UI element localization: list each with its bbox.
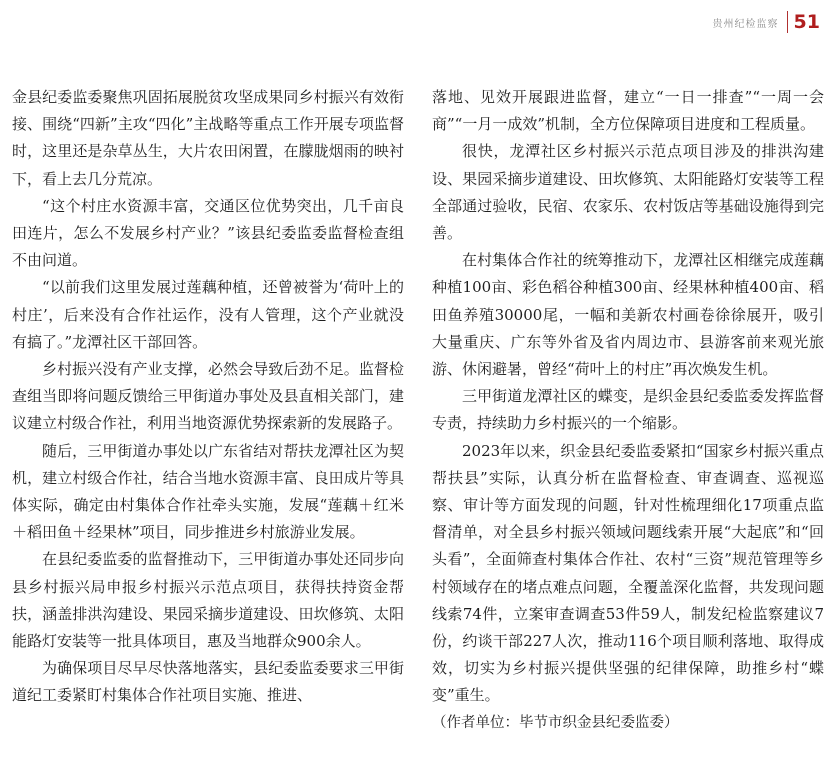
right-column [432, 84, 824, 737]
header-divider [787, 11, 788, 33]
paragraph: 为确保项目尽早尽快落地落实，县纪委监委要求三甲街道纪工委紧盯村集体合作社项目实施、推进、 [12, 659, 404, 705]
paragraph: 落地、见效开展跟进监督，建立“一日一排查”“一周一会商”“一月一成效”机制，全方位保障项目进度和工程质量。 [432, 88, 824, 134]
paragraph: 在村集体合作社的统筹推动下，龙潭社区相继完成莲藕种植100亩、彩色稻谷种植300亩、经果林种植400亩、稻田鱼养殖30000尾，一幅和美新农村画卷徐徐展开，吸引大量重庆、广东等外省及省内周边市、县游客前来观光旅游、休闲避暑，曾经“荷叶上的村庄”再次焕发生机。 [432, 251, 824, 379]
paragraph: “以前我们这里发展过莲藕种植，还曾被誉为‘荷叶上的村庄’，后来没有合作社运作，没有人管理，这个产业就没有搞了。”龙潭社区干部回答。 [12, 278, 404, 351]
paragraph: 金县纪委监委聚焦巩固拓展脱贫攻坚成果同乡村振兴有效衔接、围绕“四新”主攻“四化”主战略等重点工作开展专项监督时，这里还是杂草丛生，大片农田闲置，在朦胧烟雨的映衬下，看上去几分荒凉。 [12, 88, 404, 188]
paragraph: “这个村庄水资源丰富，交通区位优势突出，几千亩良田连片，怎么不发展乡村产业？”该县纪委监委监督检查组不由问道。 [12, 196, 404, 270]
page-header [713, 8, 820, 36]
paragraph: 随后，三甲街道办事处以广东省结对帮扶龙潭社区为契机，建立村级合作社，结合当地水资源丰富、良田成片等具体实际，确定由村集体合作社牵头实施，发展“莲藕＋红米＋稻田鱼＋经果林”项目，同步推进乡村旅游业发展。 [12, 441, 404, 542]
paragraph: 在县纪委监委的监督推动下，三甲街道办事处还同步向县乡村振兴局申报乡村振兴示范点项目，获得扶持资金帮扶，涵盖排洪沟建设、果园采摘步道建设、田坎修筑、太阳能路灯安装等一批具体项目，惠及当地群众900余人。 [12, 550, 404, 651]
left-column [12, 84, 404, 710]
paragraph: 2023年以来，织金县纪委监委紧扣“国家乡村振兴重点帮扶县”实际，认真分析在监督检查、审查调查、巡视巡察、审计等方面发现的问题，针对性梳理细化17项重点监督清单，对全县乡村振兴领域问题线索开展“大起底”和“回头看”，全面筛查村集体合作社、农村“三资”规范管理等乡村领域存在的堵点难点问题，全覆盖深化监督，共发现问题线索74件，立案审查调查53件59人，制发纪检监察建议7份，约谈干部227人次，推动116个项目顺利落地、取得成效，切实为乡村振兴提供坚强的纪律保障，助推乡村“蝶变”重生。 [432, 441, 824, 705]
page-number: 51 [793, 11, 820, 33]
magazine-title: 贵州纪检监察 [712, 18, 779, 30]
paragraph: 乡村振兴没有产业支撑，必然会导致后劲不足。监督检查组当即将问题反馈给三甲街道办事处及县直相关部门，建议建立村级合作社，利用当地资源优势探索新的发展路子。 [12, 360, 404, 433]
paragraph: 三甲街道龙潭社区的蝶变，是织金县纪委监委发挥监督专责，持续助力乡村振兴的一个缩影。 [432, 387, 824, 433]
author-affiliation: （作者单位：毕节市织金县纪委监委） [432, 714, 679, 731]
paragraph: 很快，龙潭社区乡村振兴示范点项目涉及的排洪沟建设、果园采摘步道建设、田坎修筑、太阳能路灯安装等工程全部通过验收，民宿、农家乐、农村饭店等基础设施得到完善。 [432, 142, 824, 243]
